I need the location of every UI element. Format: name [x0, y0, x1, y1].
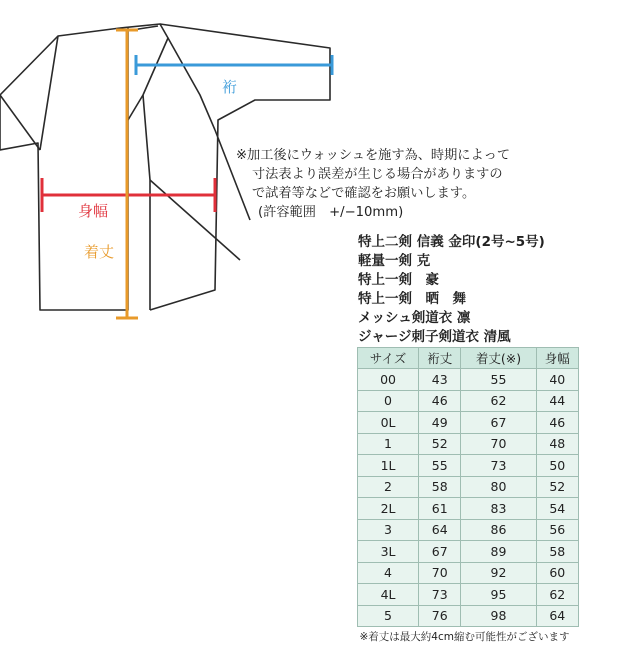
- table-cell: 5: [358, 605, 419, 627]
- table-cell: 3: [358, 519, 419, 541]
- table-cell: 50: [536, 455, 578, 477]
- table-row: [358, 433, 579, 455]
- table-row: [358, 519, 579, 541]
- table-cell: 64: [536, 605, 578, 627]
- table-cell: 73: [461, 455, 536, 477]
- table-cell: 3L: [358, 541, 419, 563]
- table-cell: 62: [536, 584, 578, 606]
- table-row: [358, 412, 579, 434]
- product-item: 特上一剣 豪: [358, 271, 545, 290]
- sleeve-measure-line: [136, 55, 332, 75]
- table-row: [358, 541, 579, 563]
- table-cell: 46: [536, 412, 578, 434]
- chest-width-label: 身幅: [78, 200, 108, 221]
- table-cell: 43: [419, 369, 461, 391]
- note-line-2: 寸法表より誤差が生じる場合がありますの: [236, 165, 510, 184]
- sleeve-label: 裄: [222, 76, 237, 97]
- table-cell: 55: [461, 369, 536, 391]
- table-cell: 98: [461, 605, 536, 627]
- table-row: [358, 476, 579, 498]
- size-chart-table: [357, 347, 579, 645]
- product-list: [358, 233, 545, 347]
- table-cell: 4: [358, 562, 419, 584]
- table-cell: 58: [536, 541, 578, 563]
- table-cell: 60: [536, 562, 578, 584]
- table-cell: 44: [536, 390, 578, 412]
- table-body: [358, 369, 579, 627]
- table-cell: 1L: [358, 455, 419, 477]
- table-cell: 70: [419, 562, 461, 584]
- table-cell: 54: [536, 498, 578, 520]
- note-line-1: ※加工後にウォッシュを施す為、時期によって: [236, 146, 510, 165]
- header-chest-width: 身幅: [536, 348, 578, 369]
- table-row: [358, 455, 579, 477]
- table-cell: 86: [461, 519, 536, 541]
- washing-note: [236, 146, 510, 222]
- table-row: [358, 390, 579, 412]
- table-cell: 49: [419, 412, 461, 434]
- table-cell: 56: [536, 519, 578, 541]
- table-cell: 70: [461, 433, 536, 455]
- table-footnote: ※着丈は最大約4cm縮む可能性がございます: [358, 627, 579, 645]
- note-line-3: で試着等などで確認をお願いします。: [236, 184, 510, 203]
- table-cell: 55: [419, 455, 461, 477]
- table-cell: 76: [419, 605, 461, 627]
- table-cell: 58: [419, 476, 461, 498]
- table-cell: 80: [461, 476, 536, 498]
- product-item: メッシュ剣道衣 凛: [358, 309, 545, 328]
- table-row: [358, 369, 579, 391]
- table-cell: 40: [536, 369, 578, 391]
- table-cell: 00: [358, 369, 419, 391]
- table-row: [358, 498, 579, 520]
- table-cell: 89: [461, 541, 536, 563]
- table-cell: 1: [358, 433, 419, 455]
- table-cell: 67: [461, 412, 536, 434]
- table-cell: 83: [461, 498, 536, 520]
- table-cell: 61: [419, 498, 461, 520]
- table-cell: 92: [461, 562, 536, 584]
- table-cell: 52: [536, 476, 578, 498]
- length-label: 着丈: [84, 241, 114, 262]
- table-footnote-row: [358, 627, 579, 645]
- table-cell: 52: [419, 433, 461, 455]
- product-item: 特上一剣 晒 舞: [358, 290, 545, 309]
- table-cell: 48: [536, 433, 578, 455]
- table-cell: 2: [358, 476, 419, 498]
- table-cell: 95: [461, 584, 536, 606]
- table-cell: 0: [358, 390, 419, 412]
- note-line-4: (許容範囲 +/−10mm): [236, 203, 510, 222]
- table-row: [358, 605, 579, 627]
- table-row: [358, 584, 579, 606]
- product-item: 特上二剣 信義 金印(2号~5号): [358, 233, 545, 252]
- product-item: ジャージ刺子剣道衣 清風: [358, 328, 545, 347]
- table-cell: 46: [419, 390, 461, 412]
- table-cell: 73: [419, 584, 461, 606]
- header-size: サイズ: [358, 348, 419, 369]
- table-cell: 4L: [358, 584, 419, 606]
- table-cell: 67: [419, 541, 461, 563]
- table-cell: 0L: [358, 412, 419, 434]
- product-item: 軽量一剣 克: [358, 252, 545, 271]
- table-cell: 62: [461, 390, 536, 412]
- table-header-row: [358, 348, 579, 369]
- header-body-length: 着丈(※): [461, 348, 536, 369]
- table-cell: 2L: [358, 498, 419, 520]
- table-row: [358, 562, 579, 584]
- header-sleeve-length: 裄丈: [419, 348, 461, 369]
- table-cell: 64: [419, 519, 461, 541]
